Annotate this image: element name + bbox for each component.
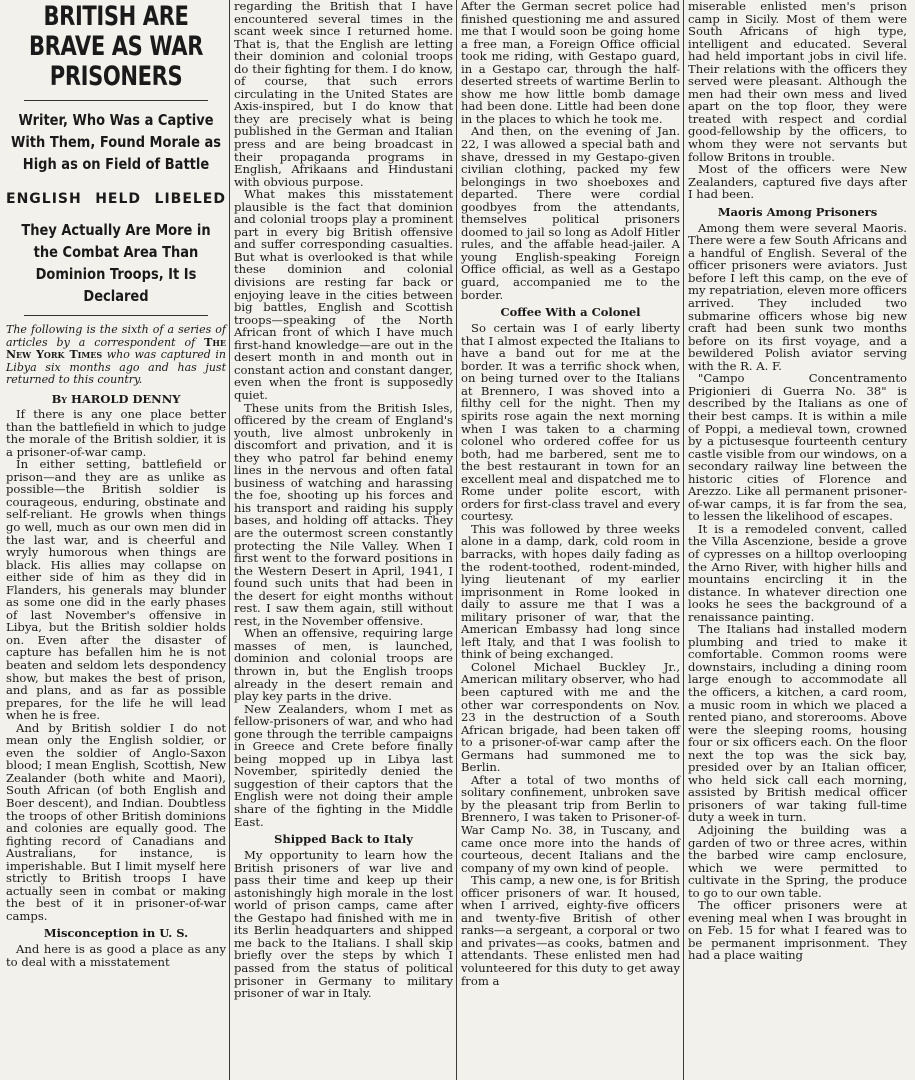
paragraph: This camp, a new one, is for British officer prisoners of war. It housed, when I arrived, eighty-five officers and twenty-five British of other ranks—a sergeant, a corporal or two and privates—as cooks, batmen and attendants. These enlisted men had volunteered for this duty to get away from a: [461, 873, 680, 988]
paragraph: The officer prisoners were at evening meal when I was brought in on Feb. 15 for what I feared was to be permanent imprisonment. They had a place waiting: [688, 898, 907, 963]
paragraph: regarding the British that I have encountered several times in the scant week since I returned home. That is, that the English are letting their dominion and colonial troops do their fighting for them. I do know, of course, that such errors circulating in the United States are Axis-inspired, but I do know that they are precisely what is being published in the German and Italian press and are being broadcast in their propaganda programs in English, Afrikaans and Hindustani with obvious purpose.: [234, 0, 453, 189]
column-4: [683, 0, 910, 1080]
paragraph: "Campo Concentramento Prigionieri di Guerra No. 38" is described by the Italians as one of their best camps. It is within a mile of Poppi, a medieval town, crowned by a pictusesque fourteenth century castle visible from our windows, on a secondary railway line between the historic cities of Florence and Arezzo. Like all permanent prisoner-of-war camps, it is far from the sea, to lessen the likelihood of escapes.: [688, 371, 907, 524]
byline: By HAROLD DENNY: [51, 391, 181, 406]
paragraph: In either setting, battlefield or prison—and they are as unlike as possible—the British soldier is courageous, enduring, obstinate and self-reliant. He growls when things go well, much as our own men did in the last war, and is cheerful and wryly humorous when things are black. His allies may collapse on either side of him as they did in Flanders, his generals may blunder as some one did in the early phases of last November's offensive in Libya, but the British soldier holds on. Even after the disaster of capture has befallen him he is not beaten and seldom lets despondency show, but makes the best of prison, and plans, and as far as possible prepares, for the life he will lead when he is free.: [6, 457, 226, 723]
paragraph: The Italians had installed modern plumbing and tried to make it comfortable. Common rooms were downstairs, including a dining room large enough to accommodate all the officers, a kitchen, a card room, a music room in which we placed a rented piano, and storerooms. Above were the sleeping rooms, housing four or six officers each. On the floor next the top was the sick bay, presided over by an Italian officer, who held sick call each morning, assisted by British medical officer prisoners of war taking full-time duty a week in turn.: [688, 622, 907, 825]
subhead: Maoris Among Prisoners: [717, 204, 878, 219]
paragraph: This was followed by three weeks alone in a damp, dark, cold room in barracks, with hopes daily fading as the rodent-toothed, rodent-minded, lying lieutenant of my earlier imprisonment in Rome looked in daily to assure me that I was a military prisoner of war, that the American Embassy had long since left Italy, and that I was foolish to think of being exchanged.: [461, 521, 680, 662]
subhead: Coffee With a Colonel: [500, 305, 641, 320]
paragraph: After the German secret police had finished questioning me and assured me that I would soon be going home a free man, a Foreign Office official took me riding, with Gestapo guard, in a Gestapo car, through the half-deserted streets of wartime Berlin to show me how little bomb damage had been done. Little had been done in the places to which he took me.: [461, 0, 680, 126]
paragraph: When an offensive, requiring large masses of men, is launched, dominion and colonial troops are thrown in, but the English troops already in the desert remain and play key parts in the drive.: [234, 626, 453, 704]
subhead: Misconception in U. S.: [43, 926, 189, 941]
paragraph: Among them were several Maoris. There were a few South Africans and a handful of English. Several of the officer prisoners were aviators. Just before I left this camp, on the eve of my repatriation, eleven more officers arrived. They included two submarine officers whose big new craft had been sunk two months before on its first voyage, and a bewildered Polish aviator serving with the R. A. F.: [688, 220, 907, 373]
paragraph: And here is as good a place as any to deal with a misstatement: [6, 942, 226, 970]
column-3: [456, 0, 683, 1080]
deck-3: They Actually Are More in the Combat Area Than Dominion Troops, It Is Declared: [21, 221, 211, 305]
paragraph: These units from the British Isles, officered by the cream of England's youth, live almost unbrokenly in discomfort and privation, and it is they who patrol far behind enemy lines in the nervous and often fatal business of watching and harassing the foe, shooting up his forces and his transport and raiding his supply bases, and holding off attacks. They are the outermost screen constantly protecting the Nile Valley. When I first went to the forward positions in the Western Desert in April, 1941, I found such units that had been in the desert for eight months without rest. I saw them again, still without rest, in the November offensive.: [234, 400, 453, 628]
paragraph: And by British soldier I do not mean only the English soldier, or even the soldier of Anglo-Saxon blood; I mean English, Scottish, New Zealander (both white and Maori), South African (of both English and Boer descent), and Indian. Doubtless the troops of other British dominions and colonies are equally good. The fighting record of Canadians and Australians, for instance, is imperishable. But I limit myself here strictly to British troops I have actually seen in combat or making the best of it in prisoner-of-war camps.: [6, 720, 226, 923]
paragraph: What makes this misstatement plausible is the fact that dominion and colonial troops play a prominent part in every big British offensive and suffer corresponding casualties. But what is overlooked is that while these dominion and colonial divisions are resting far back or enjoying leave in the cities between big battles, English and Scottish troops—speaking of the North African front of which I have much first-hand knowledge—are out in the desert month in and month out in constant action and constant danger, even when the front is supposedly quiet.: [234, 187, 453, 402]
deck-2: ENGLISH HELD LIBELED: [6, 191, 226, 207]
paragraph: And then, on the evening of Jan. 22, I was allowed a special bath and shave, dressed in my Gestapo-given civilian clothing, packed my few belongings in two shoeboxes and departed. There were cordial goodbyes from the attendants, themselves political prisoners doomed to jail so long as Adolf Hitler rules, and the affable head-jailer. A young English-speaking Foreign Office official, as well as a Gestapo guard, accompanied me to the border.: [461, 124, 680, 302]
paragraph: If there is any one place better than the battlefield in which to judge the morale of the British soldier, it is a prisoner-of-war camp.: [6, 407, 226, 459]
subhead: Shipped Back to Italy: [274, 832, 413, 847]
paragraph: Adjoining the building was a garden of two or three acres, within the barbed wire camp enclosure, which we were permitted to cultivate in the Spring, the produce to go to our own table.: [688, 823, 907, 900]
headline: BRITISH ARE BRAVE AS WAR PRISONERS: [28, 1, 204, 92]
paragraph: Most of the officers were New Zealanders, captured five days after I had been.: [688, 162, 907, 202]
intro-note: The following is the sixth of a series of articles by a correspondent of The New York Times who was captured in Libya six months ago and has just returned to this country.: [6, 323, 226, 386]
paragraph: My opportunity to learn how the British prisoners of war live and pass their time and keep up their astonishingly high morale in the lost world of prison camps, came after the Gestapo had finished with me in its Berlin headquarters and shipped me back to the Italians. I shall skip briefly over the steps by which I passed from the status of political prisoner in Germany to military prisoner of war in Italy.: [234, 848, 453, 1001]
column-1: [2, 0, 229, 1080]
paragraph: miserable enlisted men's prison camp in Sicily. Most of them were South Africans of high type, intelligent and educated. Several had held important jobs in civil life. Their relations with the officers they served were pleasant. Although the men had their own mess and lived apart on the top floor, they were treated with respect and cordial good-fellowship by the officers, to whom they were not servants but follow Britons in trouble.: [688, 0, 907, 164]
paragraph: After a total of two months of solitary confinement, unbroken save by the pleasant trip from Berlin to Brennero, I was taken to Prisoner-of-War Camp No. 38, in Tuscany, and came once more into the hands of courteous, decent Italians and the company of my own kind of people.: [461, 772, 680, 875]
column-2: [229, 0, 456, 1080]
deck-1: Writer, Who Was a Captive With Them, Found Morale as High as on Field of Battle: [10, 111, 222, 173]
paragraph: It is a remodeled convent, called the Villa Ascenzione, beside a grove of cypresses on a hilltop overlooping the Arno River, with higher hills and mountains encircling it in the distance. In whatever direction one looks he sees the background of a renaissance painting.: [688, 521, 907, 624]
divider: [24, 315, 208, 316]
paragraph: So certain was I of early liberty that I almost expected the Italians to have a band out for me at the border. It was a terrific shock when, on being turned over to the Italians at Brennero, I was shoved into a filthy cell for the night. Then my spirits rose again the next morning when I was taken to a charming colonel who ordered coffee for us both, had me barbered, sent me to the best restaurant in town for an excellent meal and dispatched me to Rome under polite escort, with orders for first-class travel and every courtesy.: [461, 321, 680, 524]
paragraph: Colonel Michael Buckley Jr., American military observer, who had been captured with me and the other war correspondents on Nov. 23 in the destruction of a South African brigade, had been taken off to a prisoner-of-war camp after the Germans had summoned me to Berlin.: [461, 659, 680, 775]
divider: [24, 100, 208, 101]
paragraph: New Zealanders, whom I met as fellow-prisoners of war, and who had gone through the terrible campaigns in Greece and Crete before finally being mopped up in Libya last November, spiritedly denied the suggestion of their captors that the English were not doing their ample share of the fighting in the Middle East.: [234, 701, 453, 829]
